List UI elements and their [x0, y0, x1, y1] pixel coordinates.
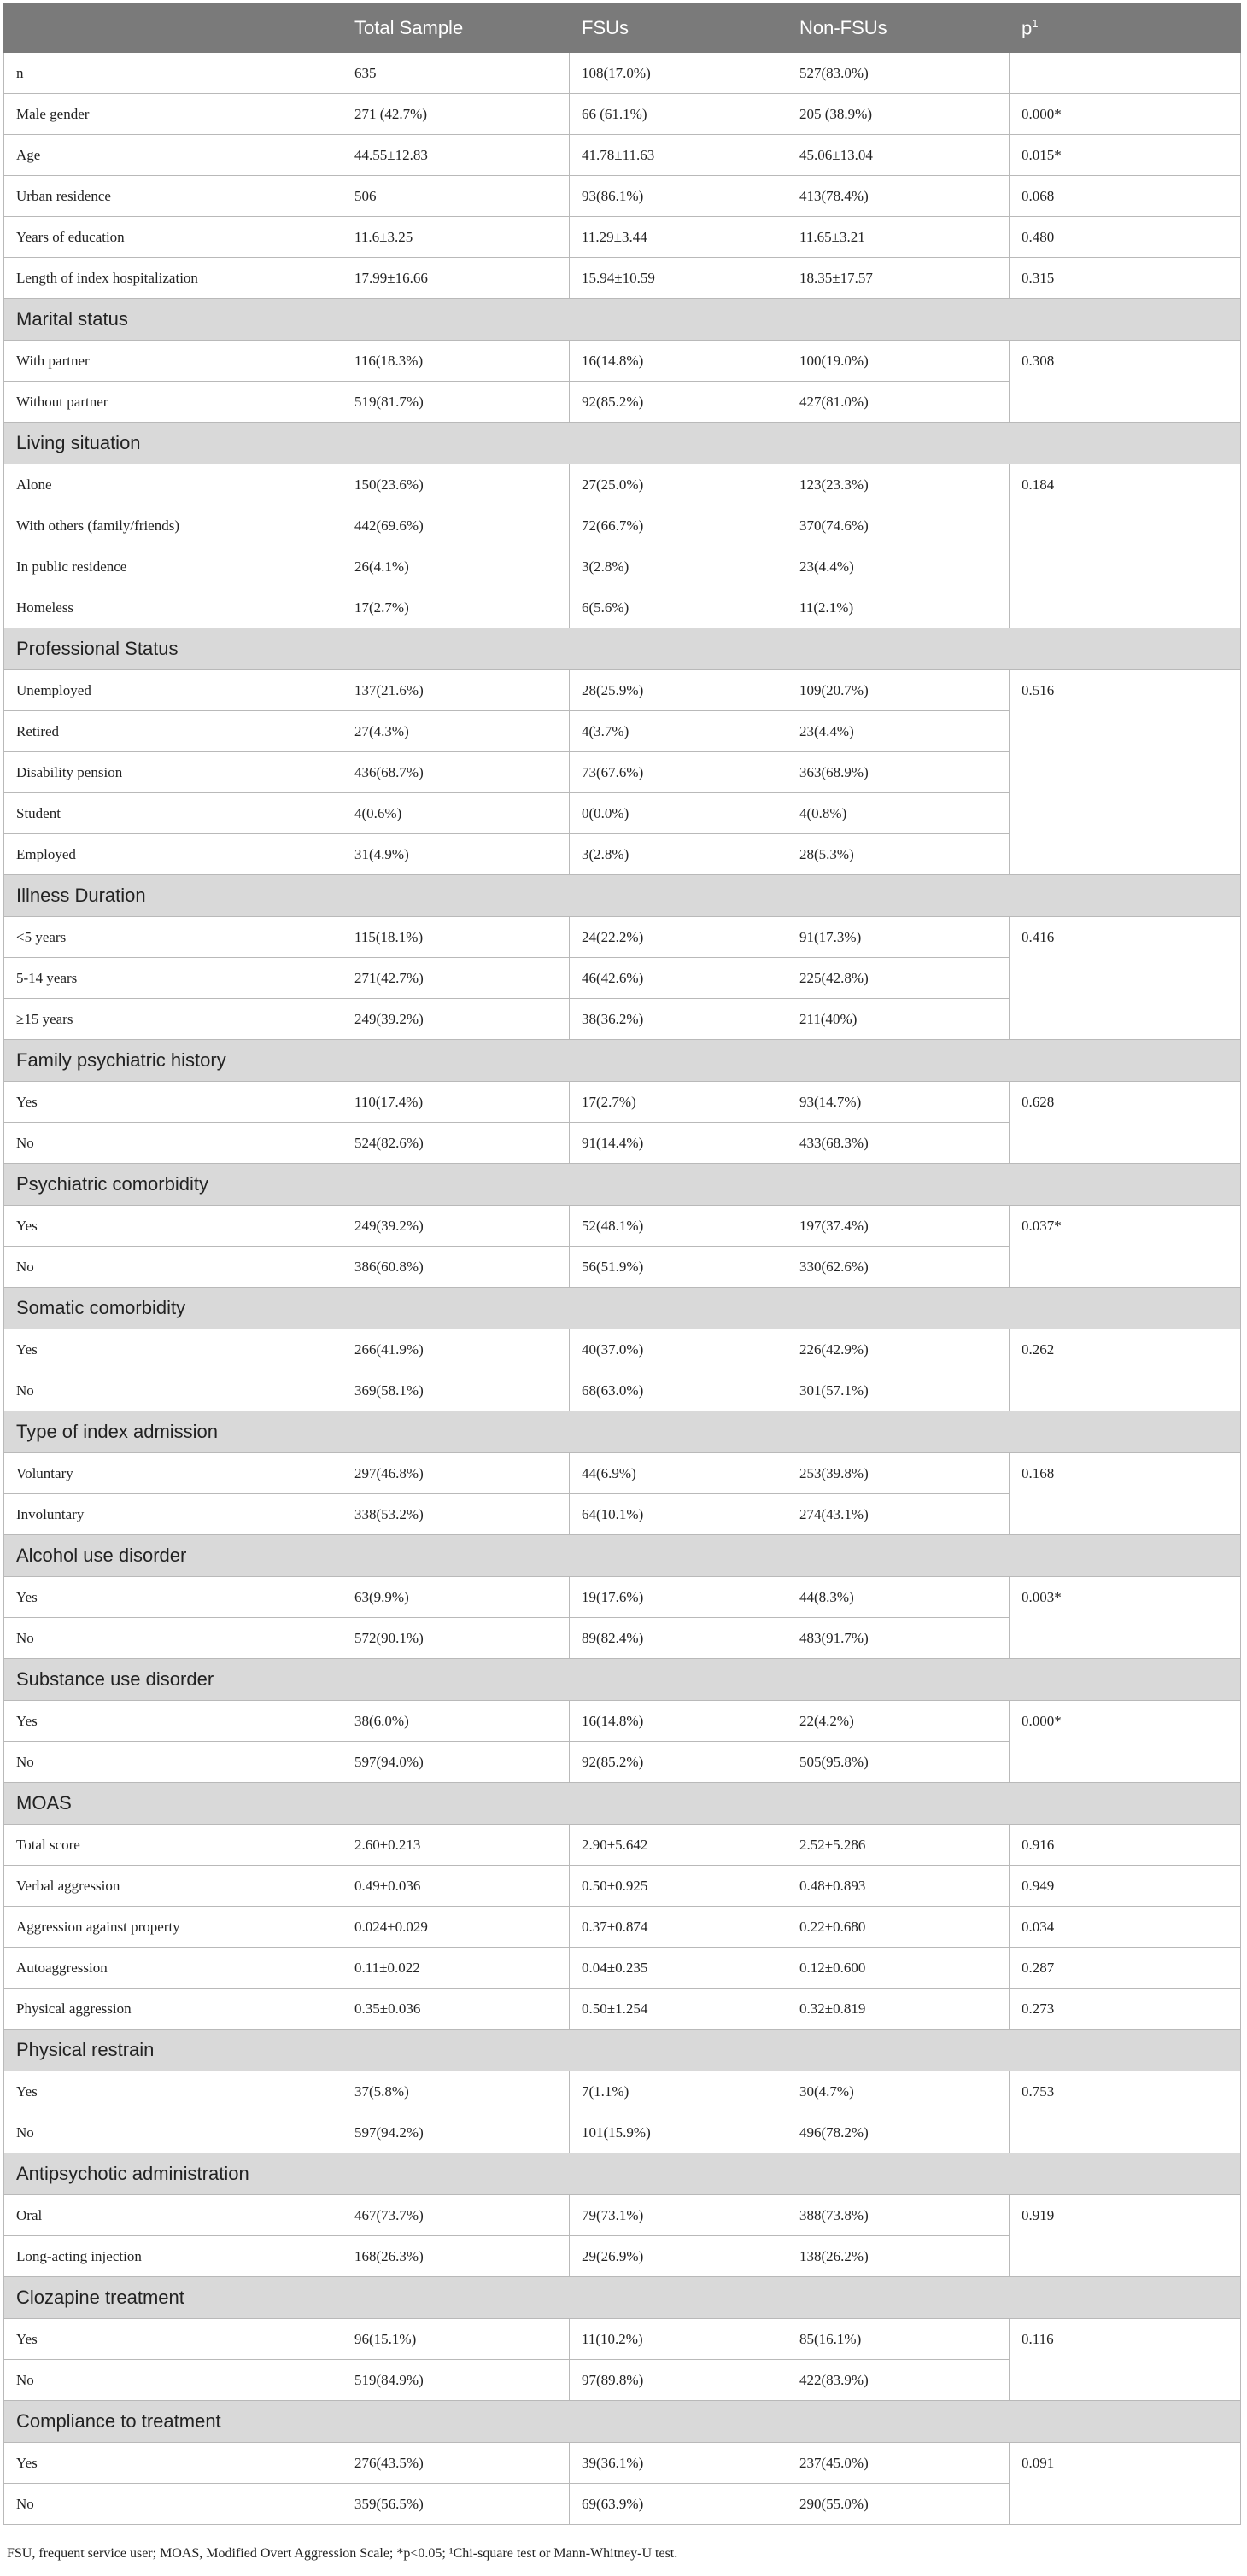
- fsu-value: 92(85.2%): [570, 382, 787, 423]
- table-row: [4, 1701, 1241, 1742]
- fsu-value: 0.50±0.925: [570, 1866, 787, 1907]
- table-row: [4, 464, 1241, 505]
- table-row: [4, 2195, 1241, 2236]
- total-sample-value: 436(68.7%): [342, 752, 570, 793]
- demographics-table: [3, 3, 1241, 2525]
- non-fsu-value: 274(43.1%): [787, 1494, 1010, 1535]
- table-row: [4, 258, 1241, 299]
- header-fsus: FSUs: [570, 4, 787, 53]
- section-header-row: [4, 1164, 1241, 1206]
- row-label: Voluntary: [4, 1453, 342, 1494]
- p-value: 0.416: [1010, 917, 1241, 1040]
- fsu-value: 68(63.0%): [570, 1370, 787, 1411]
- table-row: [4, 1948, 1241, 1989]
- non-fsu-value: 45.06±13.04: [787, 135, 1010, 176]
- fsu-value: 38(36.2%): [570, 999, 787, 1040]
- p-value: 0.184: [1010, 464, 1241, 628]
- fsu-value: 3(2.8%): [570, 834, 787, 875]
- fsu-value: 24(22.2%): [570, 917, 787, 958]
- total-sample-value: 276(43.5%): [342, 2443, 570, 2484]
- fsu-value: 17(2.7%): [570, 1082, 787, 1123]
- table-row: [4, 1907, 1241, 1948]
- non-fsu-value: 91(17.3%): [787, 917, 1010, 958]
- table-row: [4, 2319, 1241, 2360]
- fsu-value: 44(6.9%): [570, 1453, 787, 1494]
- total-sample-value: 0.11±0.022: [342, 1948, 570, 1989]
- section-title: Alcohol use disorder: [4, 1535, 1241, 1577]
- non-fsu-value: 100(19.0%): [787, 341, 1010, 382]
- p-value: 0.480: [1010, 217, 1241, 258]
- table-row: [4, 135, 1241, 176]
- row-label: Retired: [4, 711, 342, 752]
- non-fsu-value: 44(8.3%): [787, 1577, 1010, 1618]
- total-sample-value: 597(94.0%): [342, 1742, 570, 1783]
- row-label: With others (family/friends): [4, 505, 342, 546]
- fsu-value: 89(82.4%): [570, 1618, 787, 1659]
- section-header-row: [4, 1535, 1241, 1577]
- non-fsu-value: 18.35±17.57: [787, 258, 1010, 299]
- fsu-value: 0.04±0.235: [570, 1948, 787, 1989]
- table-row: [4, 176, 1241, 217]
- p-value: 0.003*: [1010, 1577, 1241, 1659]
- row-label: No: [4, 1370, 342, 1411]
- table-row: [4, 1453, 1241, 1494]
- section-header-row: [4, 1040, 1241, 1082]
- total-sample-value: 11.6±3.25: [342, 217, 570, 258]
- row-label: Yes: [4, 1329, 342, 1370]
- non-fsu-value: 30(4.7%): [787, 2071, 1010, 2112]
- row-label: Student: [4, 793, 342, 834]
- table-row: [4, 1329, 1241, 1370]
- fsu-value: 40(37.0%): [570, 1329, 787, 1370]
- row-label: <5 years: [4, 917, 342, 958]
- section-title: Antipsychotic administration: [4, 2153, 1241, 2195]
- non-fsu-value: 301(57.1%): [787, 1370, 1010, 1411]
- total-sample-value: 519(81.7%): [342, 382, 570, 423]
- non-fsu-value: 11.65±3.21: [787, 217, 1010, 258]
- row-label: Yes: [4, 2319, 342, 2360]
- header-p-value: $p^1$: [1010, 4, 1241, 53]
- total-sample-value: 467(73.7%): [342, 2195, 570, 2236]
- row-label: ≥15 years: [4, 999, 342, 1040]
- non-fsu-value: 0.22±0.680: [787, 1907, 1010, 1948]
- non-fsu-value: 388(73.8%): [787, 2195, 1010, 2236]
- total-sample-value: 266(41.9%): [342, 1329, 570, 1370]
- section-title: Marital status: [4, 299, 1241, 341]
- total-sample-value: 359(56.5%): [342, 2484, 570, 2525]
- total-sample-value: 115(18.1%): [342, 917, 570, 958]
- row-label: Involuntary: [4, 1494, 342, 1535]
- non-fsu-value: 413(78.4%): [787, 176, 1010, 217]
- fsu-value: 6(5.6%): [570, 587, 787, 628]
- total-sample-value: 27(4.3%): [342, 711, 570, 752]
- section-header-row: [4, 1659, 1241, 1701]
- p-value: 0.919: [1010, 2195, 1241, 2277]
- fsu-value: 16(14.8%): [570, 341, 787, 382]
- row-label: Autoaggression: [4, 1948, 342, 1989]
- row-label: No: [4, 1742, 342, 1783]
- section-header-row: [4, 1783, 1241, 1825]
- p-value: 0.000*: [1010, 1701, 1241, 1783]
- total-sample-value: 572(90.1%): [342, 1618, 570, 1659]
- total-sample-value: 96(15.1%): [342, 2319, 570, 2360]
- fsu-value: 19(17.6%): [570, 1577, 787, 1618]
- row-label: Urban residence: [4, 176, 342, 217]
- total-sample-value: 17(2.7%): [342, 587, 570, 628]
- total-sample-value: 0.024±0.029: [342, 1907, 570, 1948]
- non-fsu-value: 330(62.6%): [787, 1247, 1010, 1288]
- section-title: Clozapine treatment: [4, 2277, 1241, 2319]
- total-sample-value: 110(17.4%): [342, 1082, 570, 1123]
- p-value: 0.116: [1010, 2319, 1241, 2401]
- header-non-fsus: Non-FSUs: [787, 4, 1010, 53]
- non-fsu-value: 23(4.4%): [787, 546, 1010, 587]
- table-body: [4, 53, 1241, 2525]
- row-label: Unemployed: [4, 670, 342, 711]
- non-fsu-value: 109(20.7%): [787, 670, 1010, 711]
- non-fsu-value: 197(37.4%): [787, 1206, 1010, 1247]
- section-header-row: [4, 628, 1241, 670]
- table-row: [4, 1989, 1241, 2030]
- non-fsu-value: 496(78.2%): [787, 2112, 1010, 2153]
- fsu-value: 4(3.7%): [570, 711, 787, 752]
- section-header-row: [4, 2277, 1241, 2319]
- section-title: Type of index admission: [4, 1411, 1241, 1453]
- section-header-row: [4, 1288, 1241, 1329]
- table-row: [4, 1082, 1241, 1123]
- total-sample-value: 4(0.6%): [342, 793, 570, 834]
- table-row: [4, 217, 1241, 258]
- non-fsu-value: 226(42.9%): [787, 1329, 1010, 1370]
- non-fsu-value: 433(68.3%): [787, 1123, 1010, 1164]
- total-sample-value: 150(23.6%): [342, 464, 570, 505]
- total-sample-value: 2.60±0.213: [342, 1825, 570, 1866]
- p-value: 0.273: [1010, 1989, 1241, 2030]
- row-label: Yes: [4, 2071, 342, 2112]
- non-fsu-value: 253(39.8%): [787, 1453, 1010, 1494]
- fsu-value: 11.29±3.44: [570, 217, 787, 258]
- table-row: [4, 1577, 1241, 1618]
- p-value: 0.916: [1010, 1825, 1241, 1866]
- total-sample-value: 271(42.7%): [342, 958, 570, 999]
- row-label: No: [4, 1247, 342, 1288]
- table-footnote: FSU, frequent service user; MOAS, Modified Overt Aggression Scale; *p<0.05; ¹Chi-square test or Mann-Whitney-U test.: [7, 2546, 678, 2561]
- non-fsu-value: 211(40%): [787, 999, 1010, 1040]
- section-header-row: [4, 2030, 1241, 2071]
- fsu-value: 0(0.0%): [570, 793, 787, 834]
- total-sample-value: 38(6.0%): [342, 1701, 570, 1742]
- p-value: 0.091: [1010, 2443, 1241, 2525]
- non-fsu-value: 483(91.7%): [787, 1618, 1010, 1659]
- row-label: Male gender: [4, 94, 342, 135]
- p-value: 0.015*: [1010, 135, 1241, 176]
- non-fsu-value: 123(23.3%): [787, 464, 1010, 505]
- row-label: Homeless: [4, 587, 342, 628]
- non-fsu-value: 0.48±0.893: [787, 1866, 1010, 1907]
- non-fsu-value: 22(4.2%): [787, 1701, 1010, 1742]
- fsu-value: 108(17.0%): [570, 53, 787, 94]
- fsu-value: 0.50±1.254: [570, 1989, 787, 2030]
- non-fsu-value: 225(42.8%): [787, 958, 1010, 999]
- total-sample-value: 271 (42.7%): [342, 94, 570, 135]
- p-value: [1010, 53, 1241, 94]
- p-value: 0.753: [1010, 2071, 1241, 2153]
- p-value: 0.168: [1010, 1453, 1241, 1535]
- non-fsu-value: 93(14.7%): [787, 1082, 1010, 1123]
- fsu-value: 93(86.1%): [570, 176, 787, 217]
- table-row: [4, 1206, 1241, 1247]
- total-sample-value: 137(21.6%): [342, 670, 570, 711]
- section-title: Substance use disorder: [4, 1659, 1241, 1701]
- table-row: [4, 917, 1241, 958]
- p-value: 0.068: [1010, 176, 1241, 217]
- non-fsu-value: 527(83.0%): [787, 53, 1010, 94]
- section-header-row: [4, 875, 1241, 917]
- total-sample-value: 17.99±16.66: [342, 258, 570, 299]
- non-fsu-value: 422(83.9%): [787, 2360, 1010, 2401]
- non-fsu-value: 0.12±0.600: [787, 1948, 1010, 1989]
- fsu-value: 0.37±0.874: [570, 1907, 787, 1948]
- total-sample-value: 116(18.3%): [342, 341, 570, 382]
- table-row: [4, 1866, 1241, 1907]
- non-fsu-value: 237(45.0%): [787, 2443, 1010, 2484]
- section-title: Somatic comorbidity: [4, 1288, 1241, 1329]
- fsu-value: 29(26.9%): [570, 2236, 787, 2277]
- data-table-wrapper: [3, 3, 1240, 2525]
- table-row: [4, 341, 1241, 382]
- total-sample-value: 524(82.6%): [342, 1123, 570, 1164]
- row-label: Length of index hospitalization: [4, 258, 342, 299]
- p-value: 0.516: [1010, 670, 1241, 875]
- fsu-value: 28(25.9%): [570, 670, 787, 711]
- row-label: No: [4, 2360, 342, 2401]
- non-fsu-value: 2.52±5.286: [787, 1825, 1010, 1866]
- fsu-value: 97(89.8%): [570, 2360, 787, 2401]
- row-label: Age: [4, 135, 342, 176]
- fsu-value: 72(66.7%): [570, 505, 787, 546]
- fsu-value: 66 (61.1%): [570, 94, 787, 135]
- row-label: In public residence: [4, 546, 342, 587]
- section-title: Physical restrain: [4, 2030, 1241, 2071]
- row-label: Years of education: [4, 217, 342, 258]
- section-title: Compliance to treatment: [4, 2401, 1241, 2443]
- p-value: 0.037*: [1010, 1206, 1241, 1288]
- total-sample-value: 635: [342, 53, 570, 94]
- row-label: No: [4, 1618, 342, 1659]
- non-fsu-value: 28(5.3%): [787, 834, 1010, 875]
- section-title: Family psychiatric history: [4, 1040, 1241, 1082]
- row-label: Yes: [4, 1082, 342, 1123]
- p-value: 0.949: [1010, 1866, 1241, 1907]
- p-value: 0.287: [1010, 1948, 1241, 1989]
- p-value: 0.034: [1010, 1907, 1241, 1948]
- non-fsu-value: 370(74.6%): [787, 505, 1010, 546]
- non-fsu-value: 205 (38.9%): [787, 94, 1010, 135]
- fsu-value: 64(10.1%): [570, 1494, 787, 1535]
- total-sample-value: 506: [342, 176, 570, 217]
- total-sample-value: 168(26.3%): [342, 2236, 570, 2277]
- table-row: [4, 53, 1241, 94]
- header-label-column: [4, 4, 342, 53]
- section-title: Professional Status: [4, 628, 1241, 670]
- non-fsu-value: 427(81.0%): [787, 382, 1010, 423]
- total-sample-value: 249(39.2%): [342, 1206, 570, 1247]
- total-sample-value: 338(53.2%): [342, 1494, 570, 1535]
- section-title: Living situation: [4, 423, 1241, 464]
- row-label: No: [4, 1123, 342, 1164]
- row-label: Total score: [4, 1825, 342, 1866]
- non-fsu-value: 505(95.8%): [787, 1742, 1010, 1783]
- p-value: 0.000*: [1010, 94, 1241, 135]
- fsu-value: 3(2.8%): [570, 546, 787, 587]
- fsu-value: 73(67.6%): [570, 752, 787, 793]
- total-sample-value: 249(39.2%): [342, 999, 570, 1040]
- total-sample-value: 597(94.2%): [342, 2112, 570, 2153]
- row-label: Without partner: [4, 382, 342, 423]
- fsu-value: 27(25.0%): [570, 464, 787, 505]
- row-label: With partner: [4, 341, 342, 382]
- section-title: Illness Duration: [4, 875, 1241, 917]
- table-row: [4, 670, 1241, 711]
- non-fsu-value: 0.32±0.819: [787, 1989, 1010, 2030]
- p-value: 0.315: [1010, 258, 1241, 299]
- fsu-value: 92(85.2%): [570, 1742, 787, 1783]
- row-label: Employed: [4, 834, 342, 875]
- table-header-row: [4, 4, 1241, 53]
- row-label: No: [4, 2112, 342, 2153]
- row-label: Disability pension: [4, 752, 342, 793]
- fsu-value: 79(73.1%): [570, 2195, 787, 2236]
- non-fsu-value: 11(2.1%): [787, 587, 1010, 628]
- row-label: n: [4, 53, 342, 94]
- total-sample-value: 31(4.9%): [342, 834, 570, 875]
- header-p-superscript: 1: [1032, 16, 1039, 30]
- non-fsu-value: 85(16.1%): [787, 2319, 1010, 2360]
- p-value: 0.262: [1010, 1329, 1241, 1411]
- total-sample-value: 297(46.8%): [342, 1453, 570, 1494]
- row-label: No: [4, 2484, 342, 2525]
- fsu-value: 2.90±5.642: [570, 1825, 787, 1866]
- total-sample-value: 386(60.8%): [342, 1247, 570, 1288]
- section-header-row: [4, 2401, 1241, 2443]
- total-sample-value: 37(5.8%): [342, 2071, 570, 2112]
- total-sample-value: 26(4.1%): [342, 546, 570, 587]
- table-row: [4, 94, 1241, 135]
- row-label: 5-14 years: [4, 958, 342, 999]
- row-label: Oral: [4, 2195, 342, 2236]
- row-label: Verbal aggression: [4, 1866, 342, 1907]
- non-fsu-value: 23(4.4%): [787, 711, 1010, 752]
- table-row: [4, 2071, 1241, 2112]
- p-value: 0.308: [1010, 341, 1241, 423]
- fsu-value: 15.94±10.59: [570, 258, 787, 299]
- fsu-value: 91(14.4%): [570, 1123, 787, 1164]
- fsu-value: 52(48.1%): [570, 1206, 787, 1247]
- row-label: Long-acting injection: [4, 2236, 342, 2277]
- section-header-row: [4, 423, 1241, 464]
- row-label: Yes: [4, 1701, 342, 1742]
- row-label: Yes: [4, 1206, 342, 1247]
- table-row: [4, 1825, 1241, 1866]
- total-sample-value: 519(84.9%): [342, 2360, 570, 2401]
- row-label: Aggression against property: [4, 1907, 342, 1948]
- fsu-value: 16(14.8%): [570, 1701, 787, 1742]
- fsu-value: 46(42.6%): [570, 958, 787, 999]
- non-fsu-value: 4(0.8%): [787, 793, 1010, 834]
- fsu-value: 69(63.9%): [570, 2484, 787, 2525]
- fsu-value: 41.78±11.63: [570, 135, 787, 176]
- non-fsu-value: 363(68.9%): [787, 752, 1010, 793]
- section-header-row: [4, 1411, 1241, 1453]
- row-label: Yes: [4, 2443, 342, 2484]
- fsu-value: 11(10.2%): [570, 2319, 787, 2360]
- section-header-row: [4, 2153, 1241, 2195]
- non-fsu-value: 138(26.2%): [787, 2236, 1010, 2277]
- table-row: [4, 2443, 1241, 2484]
- p-value: 0.628: [1010, 1082, 1241, 1164]
- row-label: Alone: [4, 464, 342, 505]
- total-sample-value: 0.35±0.036: [342, 1989, 570, 2030]
- header-total-sample: Total Sample: [342, 4, 570, 53]
- total-sample-value: 63(9.9%): [342, 1577, 570, 1618]
- section-header-row: [4, 299, 1241, 341]
- fsu-value: 101(15.9%): [570, 2112, 787, 2153]
- total-sample-value: 0.49±0.036: [342, 1866, 570, 1907]
- row-label: Yes: [4, 1577, 342, 1618]
- total-sample-value: 442(69.6%): [342, 505, 570, 546]
- section-title: Psychiatric comorbidity: [4, 1164, 1241, 1206]
- non-fsu-value: 290(55.0%): [787, 2484, 1010, 2525]
- section-title: MOAS: [4, 1783, 1241, 1825]
- fsu-value: 7(1.1%): [570, 2071, 787, 2112]
- fsu-value: 39(36.1%): [570, 2443, 787, 2484]
- total-sample-value: 369(58.1%): [342, 1370, 570, 1411]
- total-sample-value: 44.55±12.83: [342, 135, 570, 176]
- fsu-value: 56(51.9%): [570, 1247, 787, 1288]
- row-label: Physical aggression: [4, 1989, 342, 2030]
